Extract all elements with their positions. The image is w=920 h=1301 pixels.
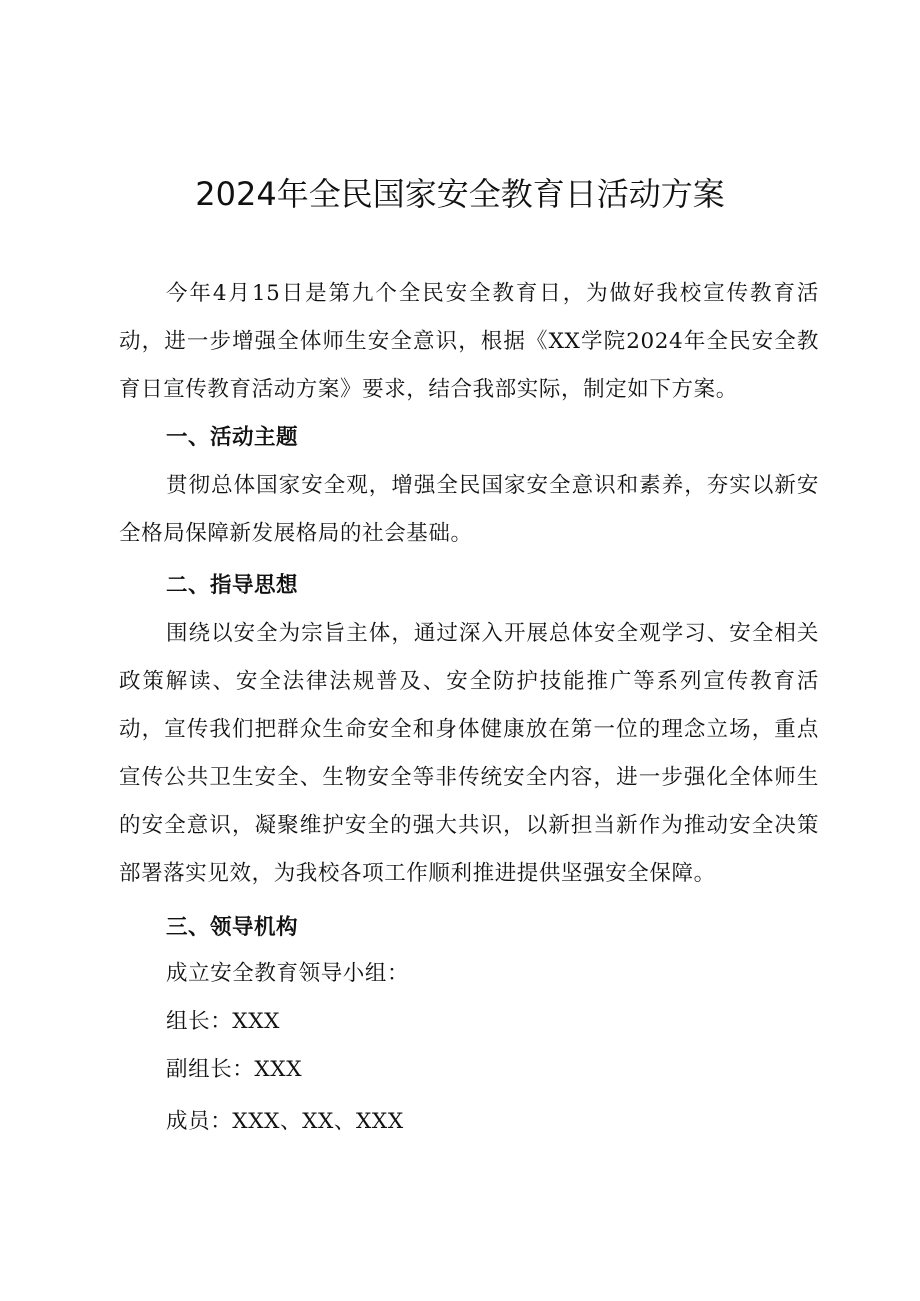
intro-paragraph: 今年4月15日是第九个全民安全教育日，为做好我校宣传教育活动，进一步增强全体师生安全意识，根据《XX学院2024年全民安全教育日宣传教育活动方案》要求，结合我部实际，制定如下方案。 bbox=[119, 281, 819, 402]
section-heading-theme: 一、活动主题 bbox=[166, 425, 299, 450]
document-title: 2024年全民国家安全教育日活动方案 bbox=[195, 175, 725, 213]
leadership-leader: 组长：XXX bbox=[166, 1009, 281, 1034]
leadership-deputy: 副组长：XXX bbox=[166, 1057, 303, 1082]
section-heading-leadership: 三、领导机构 bbox=[166, 915, 299, 940]
section-body-theme: 贯彻总体国家安全观，增强全民国家安全意识和素养，夯实以新安全格局保障新发展格局的社会基础。 bbox=[119, 473, 819, 546]
leadership-members: 成员：XXX、XX、XXX bbox=[166, 1109, 404, 1134]
leadership-group-intro: 成立安全教育领导小组： bbox=[166, 961, 410, 986]
section-heading-guidance: 二、指导思想 bbox=[166, 573, 299, 598]
section-body-guidance: 围绕以安全为宗旨主体，通过深入开展总体安全观学习、安全相关政策解读、安全法律法规普及、安全防护技能推广等系列宣传教育活动，宣传我们把群众生命安全和身体健康放在第一位的理念立场，重点宣传公共卫生安全、生物安全等非传统安全内容，进一步强化全体师生的安全意识，凝聚维护安全的强大共识，以新担当新作为推动安全决策部署落实见效，为我校各项工作顺利推进提供坚强安全保障。 bbox=[119, 621, 819, 886]
